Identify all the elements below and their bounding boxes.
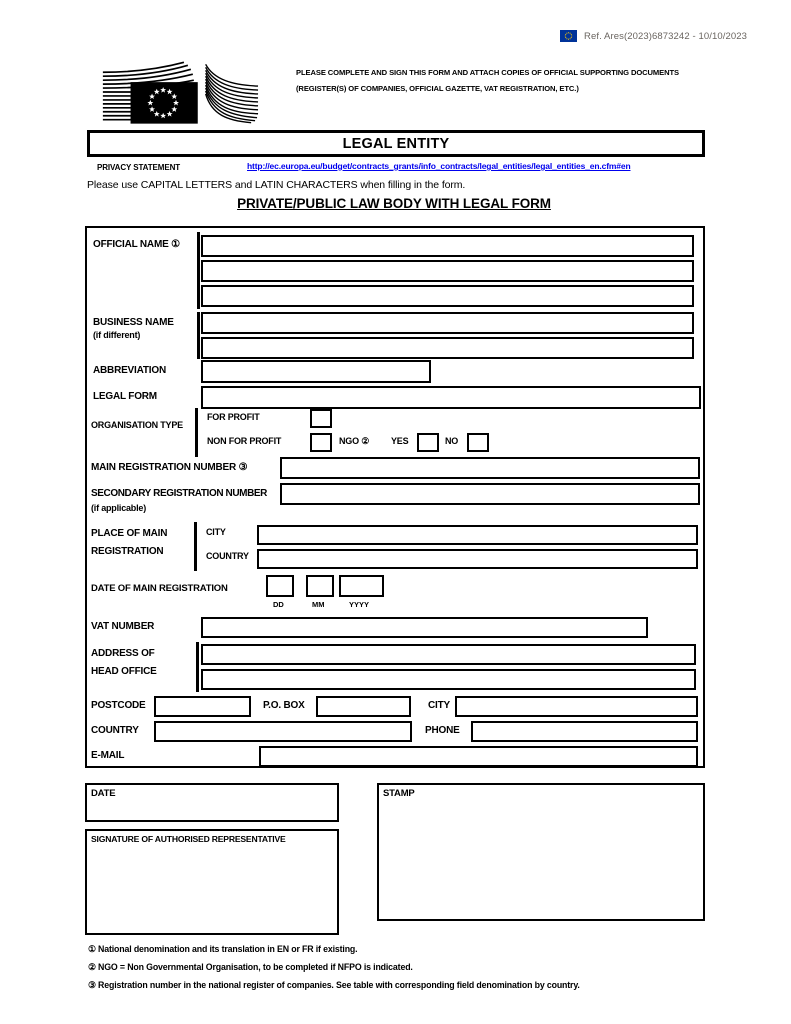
business-name-input-1[interactable]	[201, 312, 694, 334]
legal-form-label: LEGAL FORM	[93, 391, 157, 402]
date-box[interactable]	[85, 783, 339, 822]
signature-label: SIGNATURE OF AUTHORISED REPRESENTATIVE	[91, 834, 286, 844]
address-label-2: HEAD OFFICE	[91, 666, 157, 677]
date-label: DATE	[91, 788, 116, 799]
abbreviation-input[interactable]	[201, 360, 431, 383]
organisation-type-label: ORGANISATION TYPE	[91, 420, 183, 430]
registration-country-input[interactable]	[257, 549, 698, 569]
privacy-statement-label: PRIVACY STATEMENT	[97, 163, 181, 172]
registration-city-input[interactable]	[257, 525, 698, 545]
secondary-registration-number-input[interactable]	[280, 483, 700, 505]
non-for-profit-label: NON FOR PROFIT	[207, 436, 282, 446]
stamp-label: STAMP	[383, 788, 415, 799]
official-name-input-3[interactable]	[201, 285, 694, 307]
dd-label: DD	[273, 600, 284, 609]
ngo-yes-label: YES	[391, 436, 409, 446]
email-label: E-MAIL	[91, 750, 125, 761]
divider	[196, 642, 199, 692]
registration-month-input[interactable]	[306, 575, 334, 597]
ngo-label: NGO ②	[339, 436, 370, 446]
divider	[195, 408, 198, 457]
email-input[interactable]	[259, 746, 698, 767]
secondary-registration-number-sublabel: (if applicable)	[91, 503, 147, 513]
for-profit-label: FOR PROFIT	[207, 412, 260, 422]
address-label-1: ADDRESS OF	[91, 648, 155, 659]
signature-box[interactable]	[85, 829, 339, 935]
footnote-1: ① National denomination and its translation in EN or FR if existing.	[88, 944, 358, 954]
yyyy-label: YYYY	[349, 600, 370, 609]
po-box-input[interactable]	[316, 696, 411, 717]
place-of-main-registration-label-2: REGISTRATION	[91, 546, 164, 557]
non-for-profit-checkbox[interactable]	[310, 433, 332, 452]
registration-city-label: CITY	[206, 527, 226, 537]
business-name-input-2[interactable]	[201, 337, 694, 359]
main-registration-number-input[interactable]	[280, 457, 700, 479]
footnote-2: ② NGO = Non Governmental Organisation, to be completed if NFPO is indicated.	[88, 962, 413, 972]
official-name-input-1[interactable]	[201, 235, 694, 257]
ref-ares-bar	[560, 30, 747, 42]
main-form-box	[85, 226, 705, 768]
address-input-2[interactable]	[201, 669, 696, 690]
ngo-no-checkbox[interactable]	[467, 433, 489, 452]
divider	[197, 232, 200, 309]
ngo-yes-checkbox[interactable]	[417, 433, 439, 452]
divider	[197, 312, 200, 359]
phone-label: PHONE	[425, 725, 460, 736]
po-box-label: P.O. BOX	[263, 700, 305, 711]
completion-notice: PLEASE COMPLETE AND SIGN THIS FORM AND ATTACH COPIES OF OFFICIAL SUPPORTING DOCUMENTS (REGISTER(S) OF COMPANIES, OFFICIAL GAZETTE, VAT REGISTRATION, ETC.)	[296, 68, 680, 93]
official-name-input-2[interactable]	[201, 260, 694, 282]
capital-letters-instruction: Please use CAPITAL LETTERS and LATIN CHARACTERS when filling in the form.	[87, 179, 466, 191]
business-name-sublabel: (if different)	[93, 330, 141, 340]
ngo-no-label: NO	[445, 436, 459, 446]
main-registration-number-label: MAIN REGISTRATION NUMBER ③	[91, 462, 248, 473]
place-of-main-registration-label-1: PLACE OF MAIN	[91, 528, 168, 539]
country-label: COUNTRY	[91, 725, 139, 736]
registration-year-input[interactable]	[339, 575, 384, 597]
for-profit-checkbox[interactable]	[310, 409, 332, 428]
country-input[interactable]	[154, 721, 412, 742]
postcode-input[interactable]	[154, 696, 251, 717]
privacy-statement-link[interactable]: http://ec.europa.eu/budget/contracts_grants/info_contracts/legal_entities/legal_entities_en.cfm#en	[247, 161, 631, 171]
city-label: CITY	[428, 700, 450, 711]
phone-input[interactable]	[471, 721, 698, 742]
city-input[interactable]	[455, 696, 698, 717]
address-input-1[interactable]	[201, 644, 696, 665]
registration-day-input[interactable]	[266, 575, 294, 597]
vat-number-input[interactable]	[201, 617, 648, 638]
form-section-title: PRIVATE/PUBLIC LAW BODY WITH LEGAL FORM	[237, 196, 551, 211]
page-title: LEGAL ENTITY	[87, 130, 705, 157]
registration-country-label: COUNTRY	[206, 551, 249, 561]
abbreviation-label: ABBREVIATION	[93, 365, 166, 376]
european-commission-logo	[93, 56, 261, 130]
ref-ares-text: Ref. Ares(2023)6873242 - 10/10/2023	[583, 30, 747, 42]
date-of-main-registration-label: DATE OF MAIN REGISTRATION	[91, 583, 228, 594]
mm-label: MM	[312, 600, 325, 609]
vat-number-label: VAT NUMBER	[91, 621, 155, 632]
official-name-label: OFFICIAL NAME ①	[93, 239, 180, 250]
eu-flag-icon	[560, 30, 577, 42]
legal-form-input[interactable]	[201, 386, 701, 409]
postcode-label: POSTCODE	[91, 700, 146, 711]
divider	[194, 522, 197, 571]
footnote-3: ③ Registration number in the national register of companies. See table with corresponding field denomination by country.	[88, 980, 580, 990]
secondary-registration-number-label: SECONDARY REGISTRATION NUMBER	[91, 488, 268, 499]
business-name-label: BUSINESS NAME	[93, 317, 174, 328]
stamp-box[interactable]	[377, 783, 705, 921]
